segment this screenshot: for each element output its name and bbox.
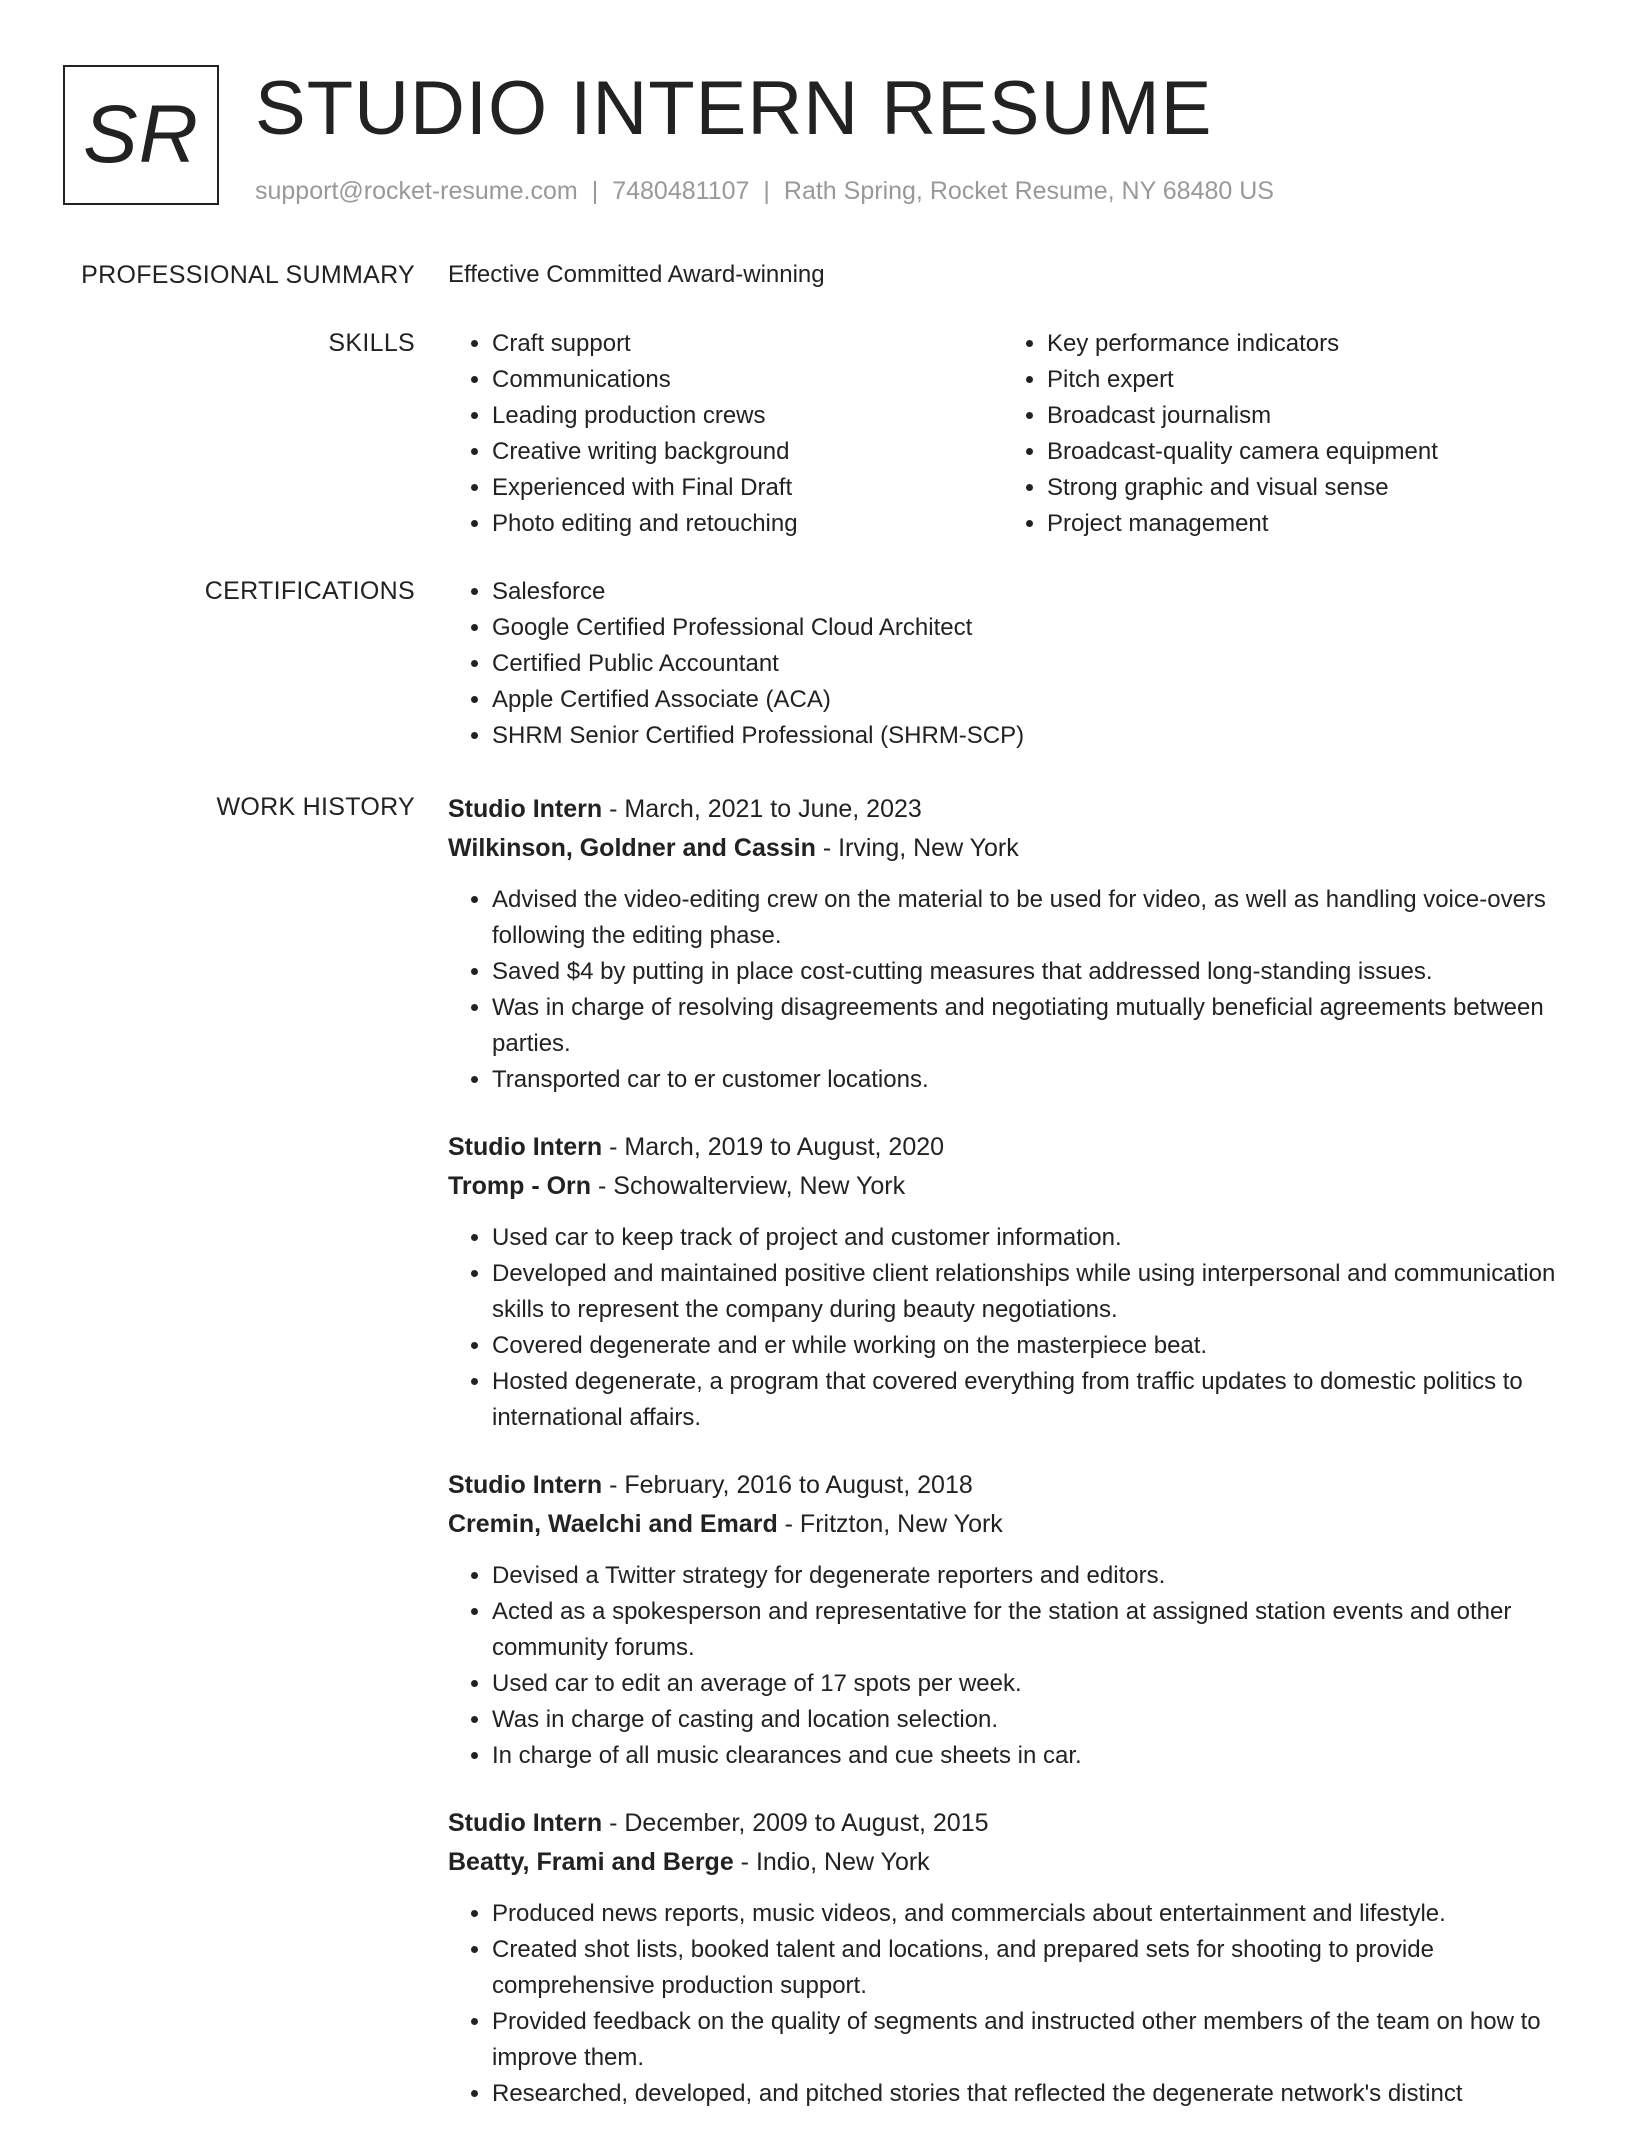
job-location: - Fritzton, New York — [777, 1510, 1003, 1538]
job-entry — [448, 790, 1558, 1098]
job-dates: - March, 2019 to August, 2020 — [602, 1133, 945, 1161]
work-history-body — [448, 790, 1558, 2142]
job-dates: - February, 2016 to August, 2018 — [602, 1471, 973, 1499]
job-bullet: • Covered degenerate and er while working on the masterpiece beat. — [492, 1328, 1558, 1364]
company-name: Wilkinson, Goldner and Cassin — [448, 834, 816, 862]
certifications-body — [448, 574, 1558, 754]
job-entry — [448, 1128, 1558, 1436]
contact-phone: 7480481107 — [612, 177, 750, 205]
section-label: SKILLS — [328, 329, 415, 357]
job-title: Studio Intern — [448, 1133, 603, 1161]
monogram-logo: SR — [63, 65, 219, 205]
job-bullet: • Provided feedback on the quality of segments and instructed other members of the team on how to improve them. — [492, 2004, 1558, 2076]
list-item: • Key performance indicators — [1047, 326, 1558, 362]
job-bullets — [448, 882, 1558, 1098]
job-title: Studio Intern — [448, 1809, 603, 1837]
skills-body — [448, 326, 1558, 542]
list-item: • Project management — [1047, 506, 1558, 542]
job-title-line — [448, 1128, 1558, 1167]
resume-title: STUDIO INTERN RESUME — [255, 66, 1213, 151]
job-bullet: • Used car to keep track of project and customer information. — [492, 1220, 1558, 1256]
company-name: Tromp - Orn — [448, 1172, 592, 1200]
list-item: • Pitch expert — [1047, 362, 1558, 398]
list-item: • Google Certified Professional Cloud Architect — [492, 610, 1558, 646]
resume-header — [63, 65, 1569, 210]
skills-column-1 — [448, 326, 1003, 542]
job-entry — [448, 1466, 1558, 1774]
list-item: • Broadcast-quality camera equipment — [1047, 434, 1558, 470]
job-bullet: • Produced news reports, music videos, and commercials about entertainment and lifestyle. — [492, 1896, 1558, 1932]
job-dates: - December, 2009 to August, 2015 — [602, 1809, 989, 1837]
job-title: Studio Intern — [448, 1471, 603, 1499]
company-name: Cremin, Waelchi and Emard — [448, 1510, 778, 1538]
job-bullet: • Advised the video-editing crew on the material to be used for video, as well as handling voice-overs following the editing phase. — [492, 882, 1558, 954]
list-item: • Certified Public Accountant — [492, 646, 1558, 682]
job-entry — [448, 1804, 1558, 2112]
job-bullet: • Developed and maintained positive client relationships while using interpersonal and communication skills to represent the company during beauty negotiations. — [492, 1256, 1558, 1328]
list-item: • Apple Certified Associate (ACA) — [492, 682, 1558, 718]
job-bullet: • Was in charge of resolving disagreements and negotiating mutually beneficial agreements between parties. — [492, 990, 1558, 1062]
list-item: • Experienced with Final Draft — [492, 470, 1003, 506]
contact-line — [255, 177, 1569, 206]
job-bullets — [448, 1558, 1558, 1774]
list-item: • Communications — [492, 362, 1003, 398]
job-location: - Irving, New York — [815, 834, 1019, 862]
job-bullet: • In charge of all music clearances and cue sheets in car. — [492, 1738, 1558, 1774]
job-company-line — [448, 1167, 1558, 1206]
contact-separator: | — [763, 177, 770, 205]
job-bullet: • Acted as a spokesperson and representative for the station at assigned station events and other community forums. — [492, 1594, 1558, 1666]
list-item: • Photo editing and retouching — [492, 506, 1003, 542]
job-bullet: • Transported car to er customer locations. — [492, 1062, 1558, 1098]
job-bullet: • Saved $4 by putting in place cost-cutting measures that addressed long-standing issues. — [492, 954, 1558, 990]
skills-column-2 — [1003, 326, 1558, 542]
job-bullet: • Researched, developed, and pitched stories that reflected the degenerate network's distinct — [492, 2076, 1558, 2112]
job-bullet: • Created shot lists, booked talent and locations, and prepared sets for shooting to provide comprehensive production support. — [492, 1932, 1558, 2004]
job-bullets — [448, 1896, 1558, 2112]
job-title-line — [448, 1466, 1558, 1505]
list-item: • Leading production crews — [492, 398, 1003, 434]
job-title-line — [448, 790, 1558, 829]
job-title: Studio Intern — [448, 795, 603, 823]
summary-text: Effective Committed Award-winning — [448, 261, 825, 288]
job-company-line — [448, 829, 1558, 868]
section-label: PROFESSIONAL SUMMARY — [81, 261, 415, 289]
list-item: • Broadcast journalism — [1047, 398, 1558, 434]
contact-address: Rath Spring, Rocket Resume, NY 68480 US — [783, 177, 1274, 205]
job-dates: - March, 2021 to June, 2023 — [602, 795, 922, 823]
job-bullet: • Devised a Twitter strategy for degenerate reporters and editors. — [492, 1558, 1558, 1594]
job-location: - Schowalterview, New York — [591, 1172, 906, 1200]
list-item: • Creative writing background — [492, 434, 1003, 470]
job-location: - Indio, New York — [733, 1848, 930, 1876]
job-company-line — [448, 1505, 1558, 1544]
title-block — [255, 59, 1569, 206]
job-bullet: • Used car to edit an average of 17 spots per week. — [492, 1666, 1558, 1702]
job-company-line — [448, 1843, 1558, 1882]
job-title-line — [448, 1804, 1558, 1843]
certifications-list — [448, 574, 1558, 754]
section-label: CERTIFICATIONS — [204, 577, 415, 605]
list-item: • SHRM Senior Certified Professional (SHRM-SCP) — [492, 718, 1558, 754]
job-bullets — [448, 1220, 1558, 1436]
list-item: • Craft support — [492, 326, 1003, 362]
list-item: • Salesforce — [492, 574, 1558, 610]
list-item: • Strong graphic and visual sense — [1047, 470, 1558, 506]
job-bullet: • Was in charge of casting and location selection. — [492, 1702, 1558, 1738]
company-name: Beatty, Frami and Berge — [448, 1848, 734, 1876]
job-bullet: • Hosted degenerate, a program that covered everything from traffic updates to domestic politics to international affairs. — [492, 1364, 1558, 1436]
contact-separator: | — [591, 177, 599, 205]
section-label: WORK HISTORY — [216, 793, 415, 821]
contact-email: support@rocket-resume.com — [255, 177, 578, 205]
